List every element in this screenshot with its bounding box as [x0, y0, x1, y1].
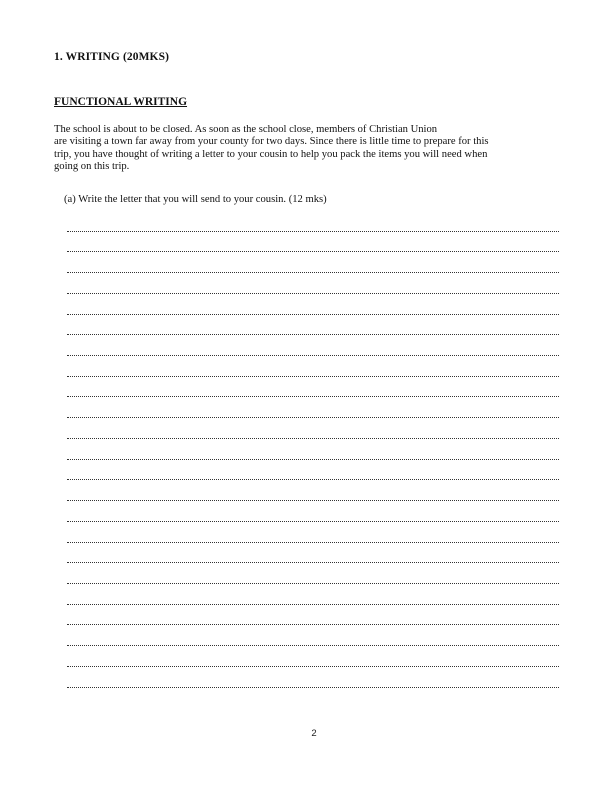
section-title: 1. WRITING (20MKS): [54, 51, 169, 63]
page-number: 2: [311, 728, 317, 739]
answer-line: [67, 514, 559, 535]
instructions-line: are visiting a town far away from your county for two days. Since there is little time to prepare for this: [54, 136, 489, 148]
answer-line: [67, 431, 559, 452]
answer-line: [67, 556, 559, 577]
answer-line: [67, 638, 559, 659]
answer-line: [67, 224, 559, 245]
answer-line: [67, 576, 559, 597]
answer-line: [67, 535, 559, 556]
question-a: (a) Write the letter that you will send to your cousin. (12 mks): [64, 194, 327, 205]
answer-line: [67, 328, 559, 349]
answer-line: [67, 680, 559, 701]
answer-line: [67, 659, 559, 680]
answer-line: [67, 369, 559, 390]
answer-line: [67, 390, 559, 411]
answer-lines: [67, 224, 559, 701]
answer-line: [67, 307, 559, 328]
instructions-line: trip, you have thought of writing a letter to your cousin to help you pack the items you will need when: [54, 148, 488, 160]
answer-line: [67, 410, 559, 431]
instructions-line: The school is about to be closed. As soon as the school close, members of Christian Union: [54, 124, 438, 135]
subsection-title: FUNCTIONAL WRITING: [54, 96, 188, 108]
answer-line: [67, 452, 559, 473]
answer-line: [67, 286, 559, 307]
answer-line: [67, 597, 559, 618]
answer-line: [67, 618, 559, 639]
instructions-line: going on this trip.: [54, 161, 130, 173]
answer-line: [67, 265, 559, 286]
answer-line: [67, 493, 559, 514]
answer-line: [67, 348, 559, 369]
answer-line: [67, 245, 559, 266]
answer-line: [67, 473, 559, 494]
instructions-paragraph: [54, 124, 574, 174]
